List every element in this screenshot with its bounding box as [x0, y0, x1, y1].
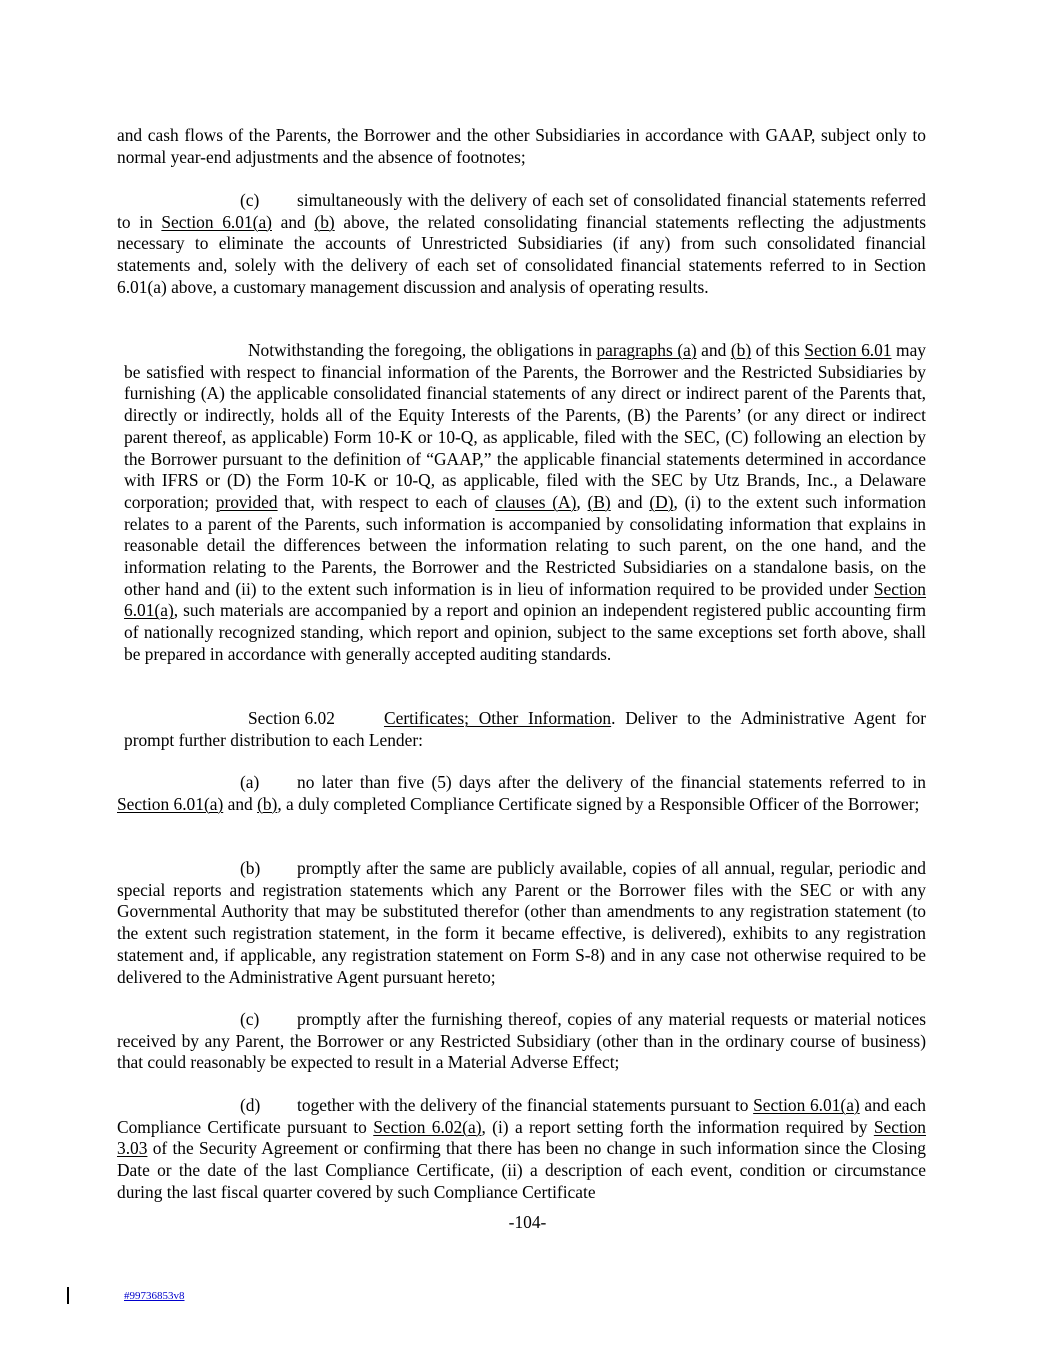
revision-bar — [67, 1287, 69, 1304]
paragraph-text: , (i) a report setting forth the information required by — [481, 1116, 874, 1137]
cross-reference: Section 6.01(a) — [124, 578, 926, 621]
paragraph-text: , — [576, 491, 588, 512]
paragraph-text: that, with respect to each of — [277, 491, 496, 512]
paragraph-text: simultaneously with the delivery of each set of consolidated financial statements referred to in — [117, 190, 926, 232]
cross-reference: Section 3.03 — [117, 1116, 926, 1159]
paragraph-continuation — [117, 125, 926, 168]
section-title: Certificates; Other Information — [384, 708, 612, 728]
paragraph-text: . Deliver to the Administrative Agent for prompt further distribution to each Lender: — [124, 708, 926, 750]
cross-reference: Section 6.01(a) — [753, 1095, 860, 1115]
clause-label: (c) — [240, 1009, 260, 1029]
paragraph-text: Notwithstanding the foregoing, the obligations in — [248, 340, 597, 360]
paragraph-text: , a duly completed Compliance Certificate signed by a Responsible Officer of the Borrower; — [277, 793, 920, 814]
paragraph-text: of the Security Agreement or confirming that there has been no change in such information since the Closing Date or the date of the last Compliance Certificate, (ii) a description of each event, condition or circumstance during the last fiscal quarter covered by such Compliance Certificate — [117, 1138, 926, 1202]
paragraph-text: , such materials are accompanied by a report and opinion an independent registered public accounting firm of nationally recognized standing, which report and opinion, subject to the same exceptions set forth above, shall be prepared in accordance with generally accepted auditing standards. — [124, 600, 926, 664]
paragraph-text: and — [223, 793, 258, 814]
paragraph-text: promptly after the furnishing thereof, copies of any material requests or material notices received by any Parent, the Borrower or any Restricted Subsidiary (other than in the ordinary course of business) that could reasonably be expected to result in a Material Adverse Effect; — [117, 1009, 926, 1073]
paragraph-notwithstanding — [124, 340, 926, 666]
paragraph-text: may be satisfied with respect to financial information of the Parents, the Borrower and the Restricted Subsidiaries by furnishing (A) the applicable consolidated financial statements of any direct or indirect parent of the Parents that, directly or indirectly, holds all of the Equity Interests of the Parents, (B) the Parents’ (or any direct or indirect parent thereof, as applicable) Form 10-K or 10-Q, as applicable, filed with the SEC, (C) following an election by the Borrower pursuant to the definition of “GAAP,” the applicable financial statements determined in accordance with IFRS or (D) the Form 10-K or 10-Q, as applicable, filed with the SEC by Utz Brands, Inc., a Delaware corporation; — [124, 340, 927, 512]
cross-reference: Section 6.01 — [804, 340, 892, 360]
cross-reference: (b) — [257, 793, 278, 814]
paragraph-text: and cash flows of the Parents, the Borrower and the other Subsidiaries in accordance with GAAP, subject only to normal year-end adjustments and the absence of footnotes; — [117, 125, 926, 167]
section-number: Section 6.02 — [248, 708, 335, 728]
paragraph-text: and each Compliance Certificate pursuant to — [117, 1095, 926, 1137]
clause-label: (c) — [240, 190, 260, 210]
cross-reference: paragraphs (a) — [596, 340, 697, 360]
paragraph-6-01-c — [117, 190, 926, 299]
paragraph-6-02-d — [117, 1095, 926, 1204]
paragraph-text: together with the delivery of the financial statements pursuant to — [297, 1095, 754, 1115]
clause-label: (a) — [240, 772, 260, 792]
paragraph-text: and — [271, 211, 315, 232]
paragraph-text: and — [610, 491, 650, 512]
paragraph-text: of this — [751, 340, 805, 360]
defined-term: provided — [215, 491, 278, 512]
cross-reference: clauses (A) — [495, 491, 577, 512]
cross-reference: Section 6.02(a) — [373, 1116, 482, 1137]
document-id: #99736853v8 — [124, 1290, 185, 1302]
paragraph-text: , (i) to the extent such information relates to a parent of the Parents, such information is accompanied by consolidating information that explains in reasonable detail the differences between the information relating to such parent, on the one hand, and the information relating to the Parents, the Borrower and the Restricted Subsidiaries on a standalone basis, on the other hand and (ii) to the extent such information is in lieu of information required to be provided under — [124, 491, 927, 599]
section-6-02-heading — [124, 708, 926, 751]
cross-reference: (b) — [314, 211, 335, 232]
paragraph-6-02-b — [117, 858, 926, 988]
paragraph-text: and — [696, 340, 731, 360]
cross-reference: (B) — [587, 491, 611, 512]
clause-label: (d) — [240, 1095, 261, 1115]
page-number: -104- — [508, 1212, 547, 1232]
clause-label: (b) — [240, 858, 261, 878]
cross-reference: Section 6.01(a) — [117, 793, 224, 814]
paragraph-6-02-a — [117, 772, 926, 815]
paragraph-text: above, the related consolidating financial statements reflecting the adjustments necessary to eliminate the accounts of Unrestricted Subsidiaries (if any) from such consolidated financial statements and, solely with the delivery of each set of consolidated financial statements referred to in Section 6.01(a) above, a customary management discussion and analysis of operating results. — [117, 211, 927, 297]
paragraph-text: no later than five (5) days after the delivery of the financial statements referred to in — [297, 772, 926, 792]
paragraph-text: promptly after the same are publicly available, copies of all annual, regular, periodic and special reports and registration statements which any Parent or the Borrower files with the SEC or with any Governmental Authority that may be substituted therefor (other than amendments to any registration statement (to the extent such registration statement, in the form it became effective, is delivered), exhibits to any registration statement and, if applicable, any registration statement on Form S-8) and in any case not otherwise required to be delivered to the Administrative Agent pursuant hereto; — [117, 858, 926, 987]
cross-reference: Section 6.01(a) — [161, 211, 272, 232]
paragraph-6-02-c — [117, 1009, 926, 1074]
cross-reference: (b) — [730, 340, 752, 360]
cross-reference: (D) — [649, 491, 674, 512]
